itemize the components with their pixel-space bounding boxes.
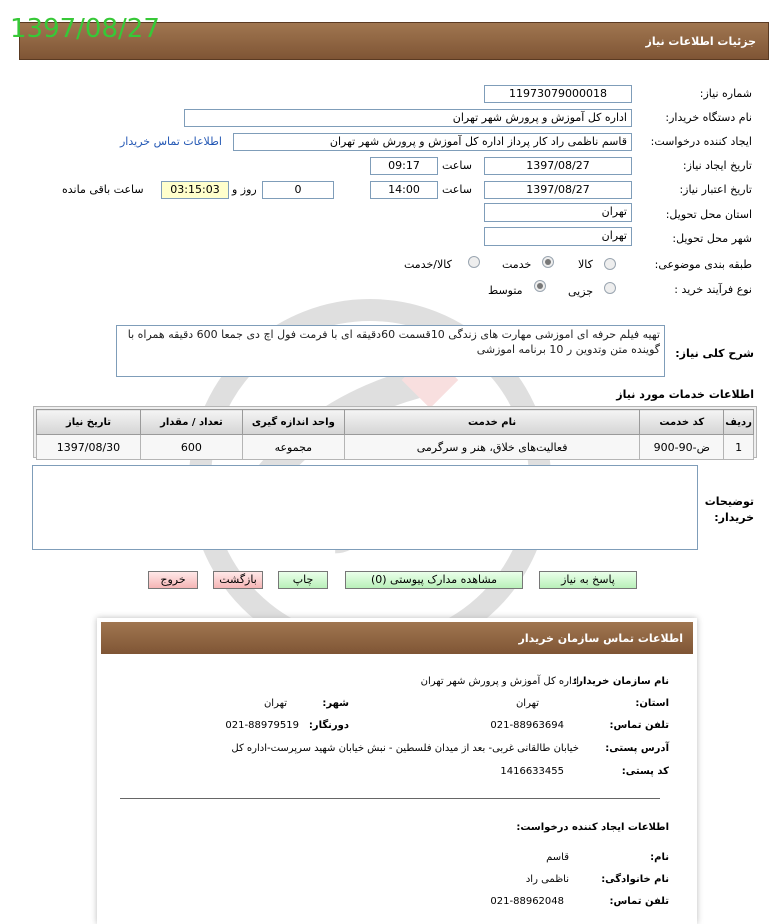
contact-postal-label: کد پستی: <box>621 766 669 777</box>
buyer-org-field: اداره کل آموزش و پرورش شهر تهران <box>184 109 632 127</box>
process-radio-small[interactable] <box>604 282 616 294</box>
creator-family-value: ناظمی راد <box>525 874 569 885</box>
creator-name-label: نام: <box>650 852 669 863</box>
column-header-unit: واحد اندازه گیری <box>242 410 344 435</box>
buyer-notes-textarea[interactable] <box>32 465 698 550</box>
description-label: شرح کلی نیاز: <box>675 347 754 360</box>
contact-city-value: تهران <box>263 698 287 709</box>
cell-service-name: فعالیت‌های خلاق، هنر و سرگرمی <box>344 435 640 460</box>
cell-service-code: ض-90-900 <box>640 435 724 460</box>
contact-address-value: خیابان طالقانی غربی- بعد از میدان فلسطین - نبش خیابان شهید سرپرست-اداره کل <box>231 743 579 754</box>
category-option-goods-service: کالا/خدمت <box>404 258 452 271</box>
contact-fax-label: دورنگار: <box>308 720 349 731</box>
column-header-row-num: ردیف <box>724 410 754 435</box>
stamp-date: 1397/08/27 <box>10 14 160 44</box>
process-option-small: جزیی <box>568 285 594 298</box>
city-label: شهر محل تحویل: <box>672 232 752 245</box>
process-label: نوع فرآیند خرید : <box>674 283 752 296</box>
contact-divider <box>120 798 660 799</box>
category-radio-goods[interactable] <box>604 258 616 270</box>
cell-unit: مجموعه <box>242 435 344 460</box>
creator-name-value: قاسم <box>546 852 569 863</box>
buyer-notes-label: توضیحات خریدار: <box>704 495 754 524</box>
time-remaining-field: 03:15:03 <box>161 181 229 199</box>
days-remaining-field: 0 <box>262 181 334 199</box>
window-title: جزئیات اطلاعات نیاز <box>645 35 756 48</box>
contact-card-title: اطلاعات تماس سازمان خریدار <box>518 632 683 645</box>
buyer-contact-link[interactable]: اطلاعات تماس خریدار <box>120 135 222 148</box>
created-time-label: ساعت <box>442 159 472 172</box>
contact-address-label: آدرس پستی: <box>605 743 669 754</box>
requester-label: ایجاد کننده درخواست: <box>650 135 752 148</box>
process-option-medium: متوسط <box>488 284 523 297</box>
category-option-service: خدمت <box>502 258 532 271</box>
contact-org-label: نام سازمان خریدار: <box>573 676 669 687</box>
buyer-org-label: نام دستگاه خریدار: <box>665 111 752 124</box>
creator-family-label: نام خانوادگی: <box>601 874 669 885</box>
cell-row-num: 1 <box>724 435 754 460</box>
cell-need-date: 1397/08/30 <box>37 435 141 460</box>
description-textarea: تهیه فیلم حرفه ای اموزشی مهارت های زندگی 10قسمت 60دقیقه ای با فرمت فول اچ دی جمعا 600 دقیقه همراه با گوینده متن وتدوین ر 10 برنامه اموزشی <box>116 325 665 377</box>
reply-button[interactable]: پاسخ به نیاز <box>539 571 637 589</box>
contact-phone-label: تلفن تماس: <box>609 720 669 731</box>
category-option-goods: کالا <box>578 258 593 271</box>
process-radio-medium[interactable] <box>534 280 546 292</box>
city-field: تهران <box>484 227 632 246</box>
column-header-need-date: تاریخ نیاز <box>37 410 141 435</box>
contact-card-header <box>101 622 693 654</box>
creator-phone-value: 021-88962048 <box>490 896 564 907</box>
contact-phone-value: 021-88963694 <box>490 720 564 731</box>
contact-province-label: استان: <box>635 698 669 709</box>
validity-date-field: 1397/08/27 <box>484 181 632 199</box>
validity-time-label: ساعت <box>442 183 472 196</box>
category-radio-service[interactable] <box>542 256 554 268</box>
contact-org-value: اداره کل آموزش و پرورش شهر تهران <box>420 676 579 687</box>
category-label: طبقه بندی موضوعی: <box>654 258 752 271</box>
view-attachments-button[interactable]: مشاهده مدارک پیوستی (0) <box>345 571 523 589</box>
creator-section-title: اطلاعات ایجاد کننده درخواست: <box>516 822 669 833</box>
need-number-label: شماره نیاز: <box>699 87 752 100</box>
cell-quantity: 600 <box>140 435 242 460</box>
print-button[interactable]: چاپ <box>278 571 328 589</box>
services-section-title: اطلاعات خدمات مورد نیاز <box>616 388 754 401</box>
requester-field: قاسم ناظمی راد کار پرداز اداره کل آموزش و پرورش شهر تهران <box>233 133 632 151</box>
time-remaining-label: ساعت باقی مانده <box>62 183 144 196</box>
services-header-row <box>37 410 754 435</box>
column-header-quantity: تعداد / مقدار <box>140 410 242 435</box>
contact-fax-value: 021-88979519 <box>225 720 299 731</box>
creator-phone-label: تلفن تماس: <box>609 896 669 907</box>
column-header-service-name: نام خدمت <box>344 410 640 435</box>
services-table <box>36 409 754 460</box>
contact-postal-value: 1416633455 <box>500 766 564 777</box>
back-button[interactable]: بازگشت <box>213 571 263 589</box>
contact-province-value: تهران <box>515 698 539 709</box>
created-date-label: تاریخ ایجاد نیاز: <box>682 159 752 172</box>
category-radio-goods-service[interactable] <box>468 256 480 268</box>
services-table-frame <box>33 406 757 458</box>
days-label: روز و <box>232 183 257 196</box>
exit-button[interactable]: خروج <box>148 571 198 589</box>
province-label: استان محل تحویل: <box>665 208 752 221</box>
validity-time-field: 14:00 <box>370 181 438 199</box>
contact-city-label: شهر: <box>322 698 349 709</box>
need-number-field: 11973079000018 <box>484 85 632 103</box>
table-row <box>37 435 754 460</box>
validity-date-label: تاریخ اعتبار نیاز: <box>679 183 752 196</box>
province-field: تهران <box>484 203 632 222</box>
column-header-service-code: کد خدمت <box>640 410 724 435</box>
created-date-field: 1397/08/27 <box>484 157 632 175</box>
created-time-field: 09:17 <box>370 157 438 175</box>
